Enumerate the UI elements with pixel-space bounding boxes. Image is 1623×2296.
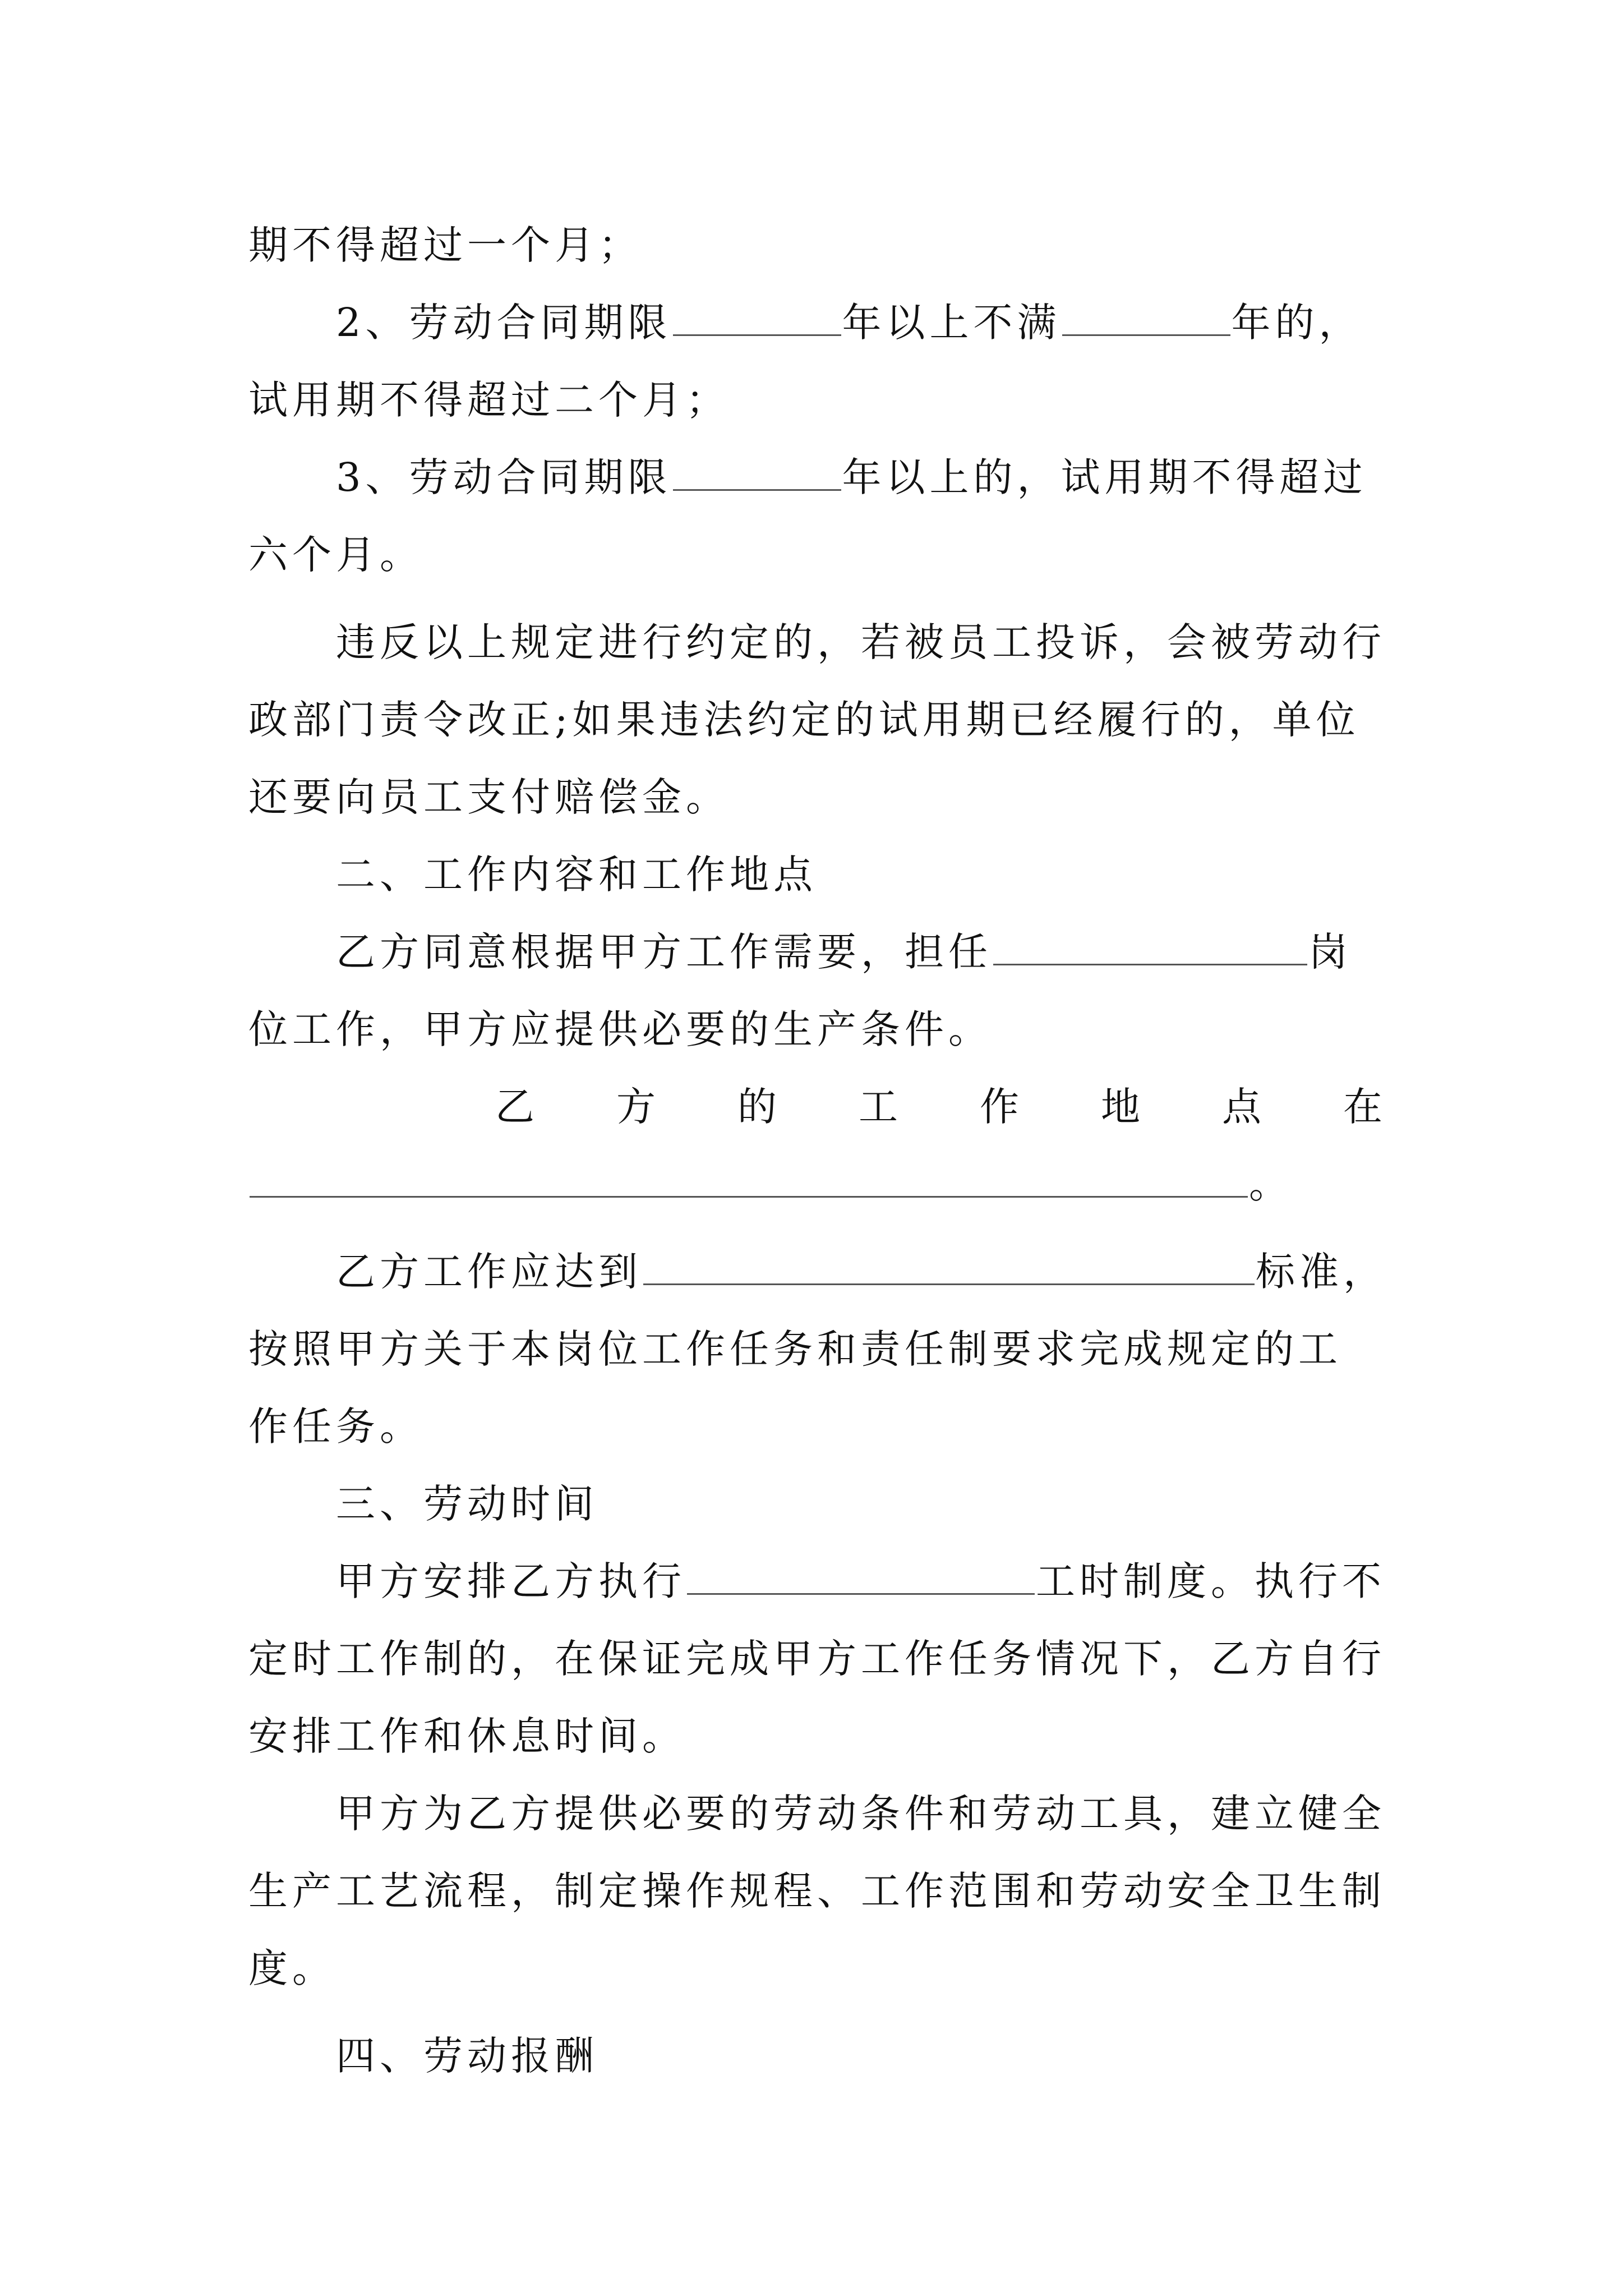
line-text: 三、劳动时间 xyxy=(336,1481,598,1527)
text-line xyxy=(248,284,1387,361)
fill-in-blank[interactable] xyxy=(1062,295,1230,336)
line-text: 安排工作和休息时间。 xyxy=(248,1713,686,1759)
line-text: 作任务。 xyxy=(248,1404,423,1450)
line-text: 度。 xyxy=(248,1945,336,1991)
text-line xyxy=(248,439,1387,516)
text-line xyxy=(248,1543,1387,1620)
fill-in-blank[interactable] xyxy=(673,450,841,491)
line-text: 甲方安排乙方执行 xyxy=(336,1558,686,1604)
text-line xyxy=(248,758,1387,836)
line-text: 年以上的，试用期不得超过 xyxy=(842,454,1367,500)
spread-char: 乙 xyxy=(495,1084,539,1130)
text-line xyxy=(248,1697,1387,1775)
spread-char: 地 xyxy=(1101,1084,1145,1130)
line-text: 政部门责令改正;如果违法约定的试用期已经履行的，单位 xyxy=(248,697,1360,743)
text-line xyxy=(248,361,1387,439)
text-line xyxy=(248,1930,1387,2007)
line-text: 按照甲方关于本岗位工作任务和责任制要求完成规定的工 xyxy=(248,1326,1342,1372)
section-heading xyxy=(248,1465,1387,1543)
line-text: 六个月。 xyxy=(248,532,423,578)
line-text: 标准， xyxy=(1256,1249,1387,1295)
fill-in-blank[interactable] xyxy=(250,1157,1248,1198)
line-text: 试用期不得超过二个月； xyxy=(248,377,730,423)
text-line xyxy=(248,1388,1387,1465)
line-text: 乙方工作应达到 xyxy=(336,1249,642,1295)
document-body xyxy=(248,206,1387,2095)
text-line xyxy=(248,991,1387,1068)
line-text: 期不得超过一个月； xyxy=(248,222,642,268)
text-line xyxy=(248,1233,1387,1310)
text-line xyxy=(248,1145,1387,1223)
line-text: 岗 xyxy=(1308,929,1352,975)
text-line-spread xyxy=(248,1068,1387,1145)
text-line xyxy=(248,913,1387,991)
line-text: 工时制度。执行不 xyxy=(1036,1558,1386,1604)
fill-in-blank[interactable] xyxy=(643,1244,1255,1285)
spread-char: 点 xyxy=(1222,1084,1266,1130)
section-heading xyxy=(248,836,1387,913)
text-line xyxy=(248,206,1387,284)
line-text: 位工作，甲方应提供必要的生产条件。 xyxy=(248,1006,992,1052)
line-text: 还要向员工支付赔偿金。 xyxy=(248,774,730,820)
line-text: 年的， xyxy=(1231,300,1363,346)
text-line xyxy=(248,1620,1387,1697)
line-text: 定时工作制的，在保证完成甲方工作任务情况下，乙方自行 xyxy=(248,1636,1386,1682)
line-text: 违反以上规定进行约定的，若被员工投诉，会被劳动行 xyxy=(336,619,1386,665)
line-text: 生产工艺流程，制定操作规程、工作范围和劳动安全卫生制 xyxy=(248,1868,1386,1914)
line-text: 。 xyxy=(1249,1161,1293,1207)
line-text: 四、劳动报酬 xyxy=(336,2033,598,2079)
line-text: 3、劳动合同期限 xyxy=(336,454,672,500)
line-text: 乙方同意根据甲方工作需要，担任 xyxy=(336,929,992,975)
spread-char: 在 xyxy=(1343,1084,1387,1130)
fill-in-blank[interactable] xyxy=(993,924,1307,965)
text-line xyxy=(248,681,1387,758)
line-text: 二、工作内容和工作地点 xyxy=(336,852,817,898)
text-line xyxy=(248,604,1387,681)
text-line xyxy=(248,1310,1387,1388)
line-text: 年以上不满 xyxy=(842,300,1061,346)
spread-char: 的 xyxy=(737,1084,781,1130)
fill-in-blank[interactable] xyxy=(673,295,841,336)
section-heading xyxy=(248,2017,1387,2095)
fill-in-blank[interactable] xyxy=(687,1554,1035,1595)
line-text: 2、劳动合同期限 xyxy=(336,300,672,346)
text-line xyxy=(248,1852,1387,1930)
spread-char: 作 xyxy=(980,1084,1023,1130)
text-line xyxy=(248,1775,1387,1852)
text-line xyxy=(248,516,1387,593)
spread-char: 方 xyxy=(616,1084,660,1130)
line-text: 甲方为乙方提供必要的劳动条件和劳动工具，建立健全 xyxy=(336,1791,1386,1837)
spread-char: 工 xyxy=(859,1084,902,1130)
